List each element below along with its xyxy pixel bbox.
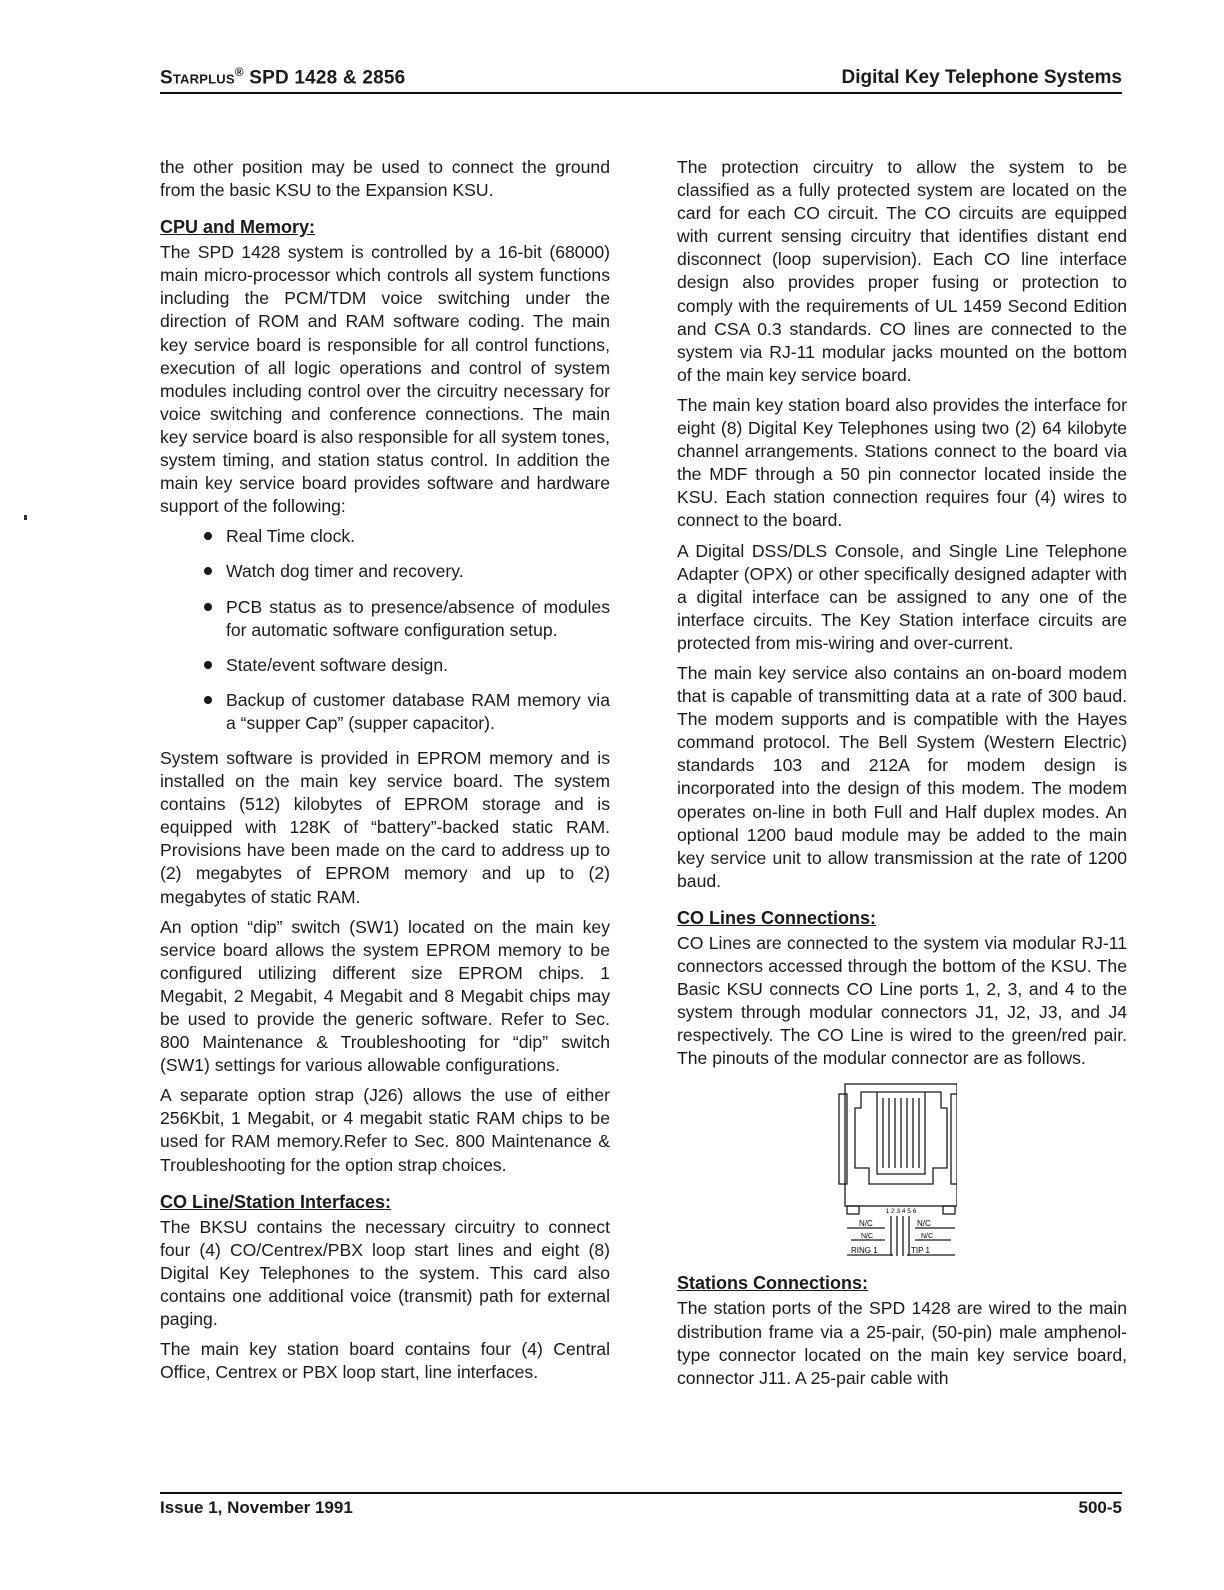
jack-left-tab <box>839 1094 847 1184</box>
co-line-station-heading: CO Line/Station Interfaces: <box>160 1191 392 1212</box>
scan-speck <box>24 515 27 520</box>
list-item-text: Backup of customer database RAM memory via a “supper Cap” (supper capacitor). <box>226 689 610 733</box>
issue-date: Issue 1, November 1991 <box>160 1498 353 1517</box>
page-number: 500-5 <box>1078 1498 1122 1517</box>
stations-connections-heading: Stations Connections: <box>677 1273 869 1294</box>
model-name: SPD 1428 & 2856 <box>249 67 406 88</box>
console-paragraph: A Digital DSS/DLS Console, and Single Line Telephone Adapter (OPX) or other specifically designed adapter with a digital interface can be assigned to any one of the interface circuits. The Key Station interface circuits are protected from mis-wiring and over-current. <box>677 540 1127 653</box>
label-nc-lower-right: N/C <box>921 1233 934 1241</box>
left-column <box>160 156 610 1391</box>
station-board-paragraph: The main key station board also provides the interface for eight (8) Digital Key Telephones using two (2) 64 kilobyte channel arrangements. Stations connect to the board via the MDF through a 50 pin connector located inside the KSU. Each station connection requires four (4) wires to connect to the board. <box>677 394 1127 531</box>
feature-list <box>160 525 610 735</box>
co-paragraph-2: The main key station board contains four (4) Central Office, Centrex or PBX loop start, line interfaces. <box>160 1339 610 1383</box>
bullet-icon <box>204 532 212 540</box>
brand-name: Starplus <box>160 67 235 88</box>
label-nc-lower-left: N/C <box>861 1233 874 1241</box>
co-lines-connections-heading: CO Lines Connections: <box>677 907 877 928</box>
header-product <box>160 65 405 89</box>
list-item <box>202 596 610 642</box>
cpu-memory-heading: CPU and Memory: <box>160 217 316 238</box>
stations-paragraph: The station ports of the SPD 1428 are wired to the main distribution frame via a 25-pair, (50-pin) male amphenol-type connector located on the main key service board, connector J11. A 25-pair cable with <box>677 1298 1127 1388</box>
page-header <box>160 62 1122 94</box>
page-footer <box>160 1492 1122 1524</box>
registered-mark: ® <box>234 64 244 79</box>
cpu-paragraph-4: A separate option strap (J26) allows the use of either 256Kbit, 1 Megabit, or 4 megabit static RAM chips to be used for RAM memory.Refer to Sec. 800 Maintenance & Troubleshooting for the option strap choices. <box>160 1085 610 1175</box>
pin-numbers: 1 2 3 4 5 6 <box>885 1208 917 1216</box>
cpu-paragraph-3: An option “dip” switch (SW1) located on the main key service board allows the system EPROM memory to be configured utilizing different size EPROM chips. 1 Megabit, 2 Megabit, 4 Megabit and 8 Megabit chips may be used to provide the generic software. Refer to Sec. 800 Maintenance & Troubleshooting for “dip” switch (SW1) settings for various allowable configurations. <box>160 916 610 1076</box>
list-item <box>202 560 610 583</box>
jack-right-tab <box>951 1094 957 1184</box>
bullet-icon <box>204 696 212 704</box>
header-title: Digital Key Telephone Systems <box>841 67 1122 88</box>
jack-right-foot <box>943 1206 955 1214</box>
list-item <box>202 525 610 548</box>
label-nc-upper-right: N/C <box>917 1219 931 1229</box>
rj11-jack-diagram <box>837 1078 957 1258</box>
list-item-text: PCB status as to presence/absence of modules for automatic software configuration setup. <box>226 596 610 640</box>
modem-paragraph: The main key service also contains an on-board modem that is capable of transmitting data at a rate of 300 baud. The modem supports and is compatible with the Hayes command protocol. The Bell System (Western Electric) standards 103 and 212A for modem design is incorporated into the design of this modem. The modem operates on-line in both Full and Half duplex modes. An optional 1200 baud module may be added to the main key service unit to allow transmission at the rate of 1200 baud. <box>677 662 1127 891</box>
bullet-icon <box>204 603 212 611</box>
cpu-paragraph-2: System software is provided in EPROM memory and is installed on the main key service board. The system contains (512) kilobytes of EPROM storage and is equipped with 128K of “battery”-backed static RAM. Provisions have been made on the card to address up to (2) megabytes of EPROM memory and up to (2) megabytes of static RAM. <box>160 747 610 907</box>
list-item-text: State/event software design. <box>226 654 449 675</box>
co-paragraph-1: The BKSU contains the necessary circuitry to connect four (4) CO/Centrex/PBX loop start lines and eight (8) Digital Key Telephones to the system. This card also contains one additional voice (transmit) path for external paging. <box>160 1216 610 1330</box>
intro-paragraph: the other position may be used to connect the ground from the basic KSU to the Expansion KSU. <box>160 157 610 201</box>
list-item-text: Watch dog timer and recovery. <box>226 561 464 582</box>
label-tip: TIP 1 <box>911 1246 930 1256</box>
bullet-icon <box>204 661 212 669</box>
bullet-icon <box>204 567 212 575</box>
list-item <box>202 654 610 677</box>
list-item-text: Real Time clock. <box>226 526 356 547</box>
label-ring: RING 1 <box>851 1246 878 1256</box>
label-nc-upper-left: N/C <box>859 1219 873 1229</box>
co-lines-paragraph: CO Lines are connected to the system via modular RJ-11 connectors accessed through the bottom of the KSU. The Basic KSU connects CO Line ports 1, 2, 3, and 4 to the system through modular connectors J1, J2, J3, and J4 respectively. The CO Line is wired to the green/red pair. The pinouts of the modular connector are as follows. <box>677 932 1127 1069</box>
right-column <box>677 156 1127 1397</box>
protection-paragraph: The protection circuitry to allow the system to be classified as a fully protected system are located on the card for each CO circuit. The CO circuits are equipped with current sensing circuitry that identifies distant end disconnect (loop supervision). Each CO line interface design also provides proper fusing or protection to comply with the requirements of UL 1459 Second Edition and CSA 0.3 standards. CO lines are connected to the system via RJ-11 modular jacks mounted on the bottom of the main key service board. <box>677 157 1127 385</box>
cpu-paragraph-1: The SPD 1428 system is controlled by a 16-bit (68000) main micro-processor which controls all system functions including the PCM/TDM voice switching under the direction of ROM and RAM software coding. The main key service board is responsible for all control functions, execution of all logic operations and control of system modules including control over the circuitry necessary for voice switching and conference connections. The main key service board is also responsible for all system tones, system timing, and station status control. In addition the main key service board provides software and hardware support of the following: <box>160 242 610 517</box>
list-item <box>202 689 610 735</box>
jack-left-foot <box>847 1206 859 1214</box>
